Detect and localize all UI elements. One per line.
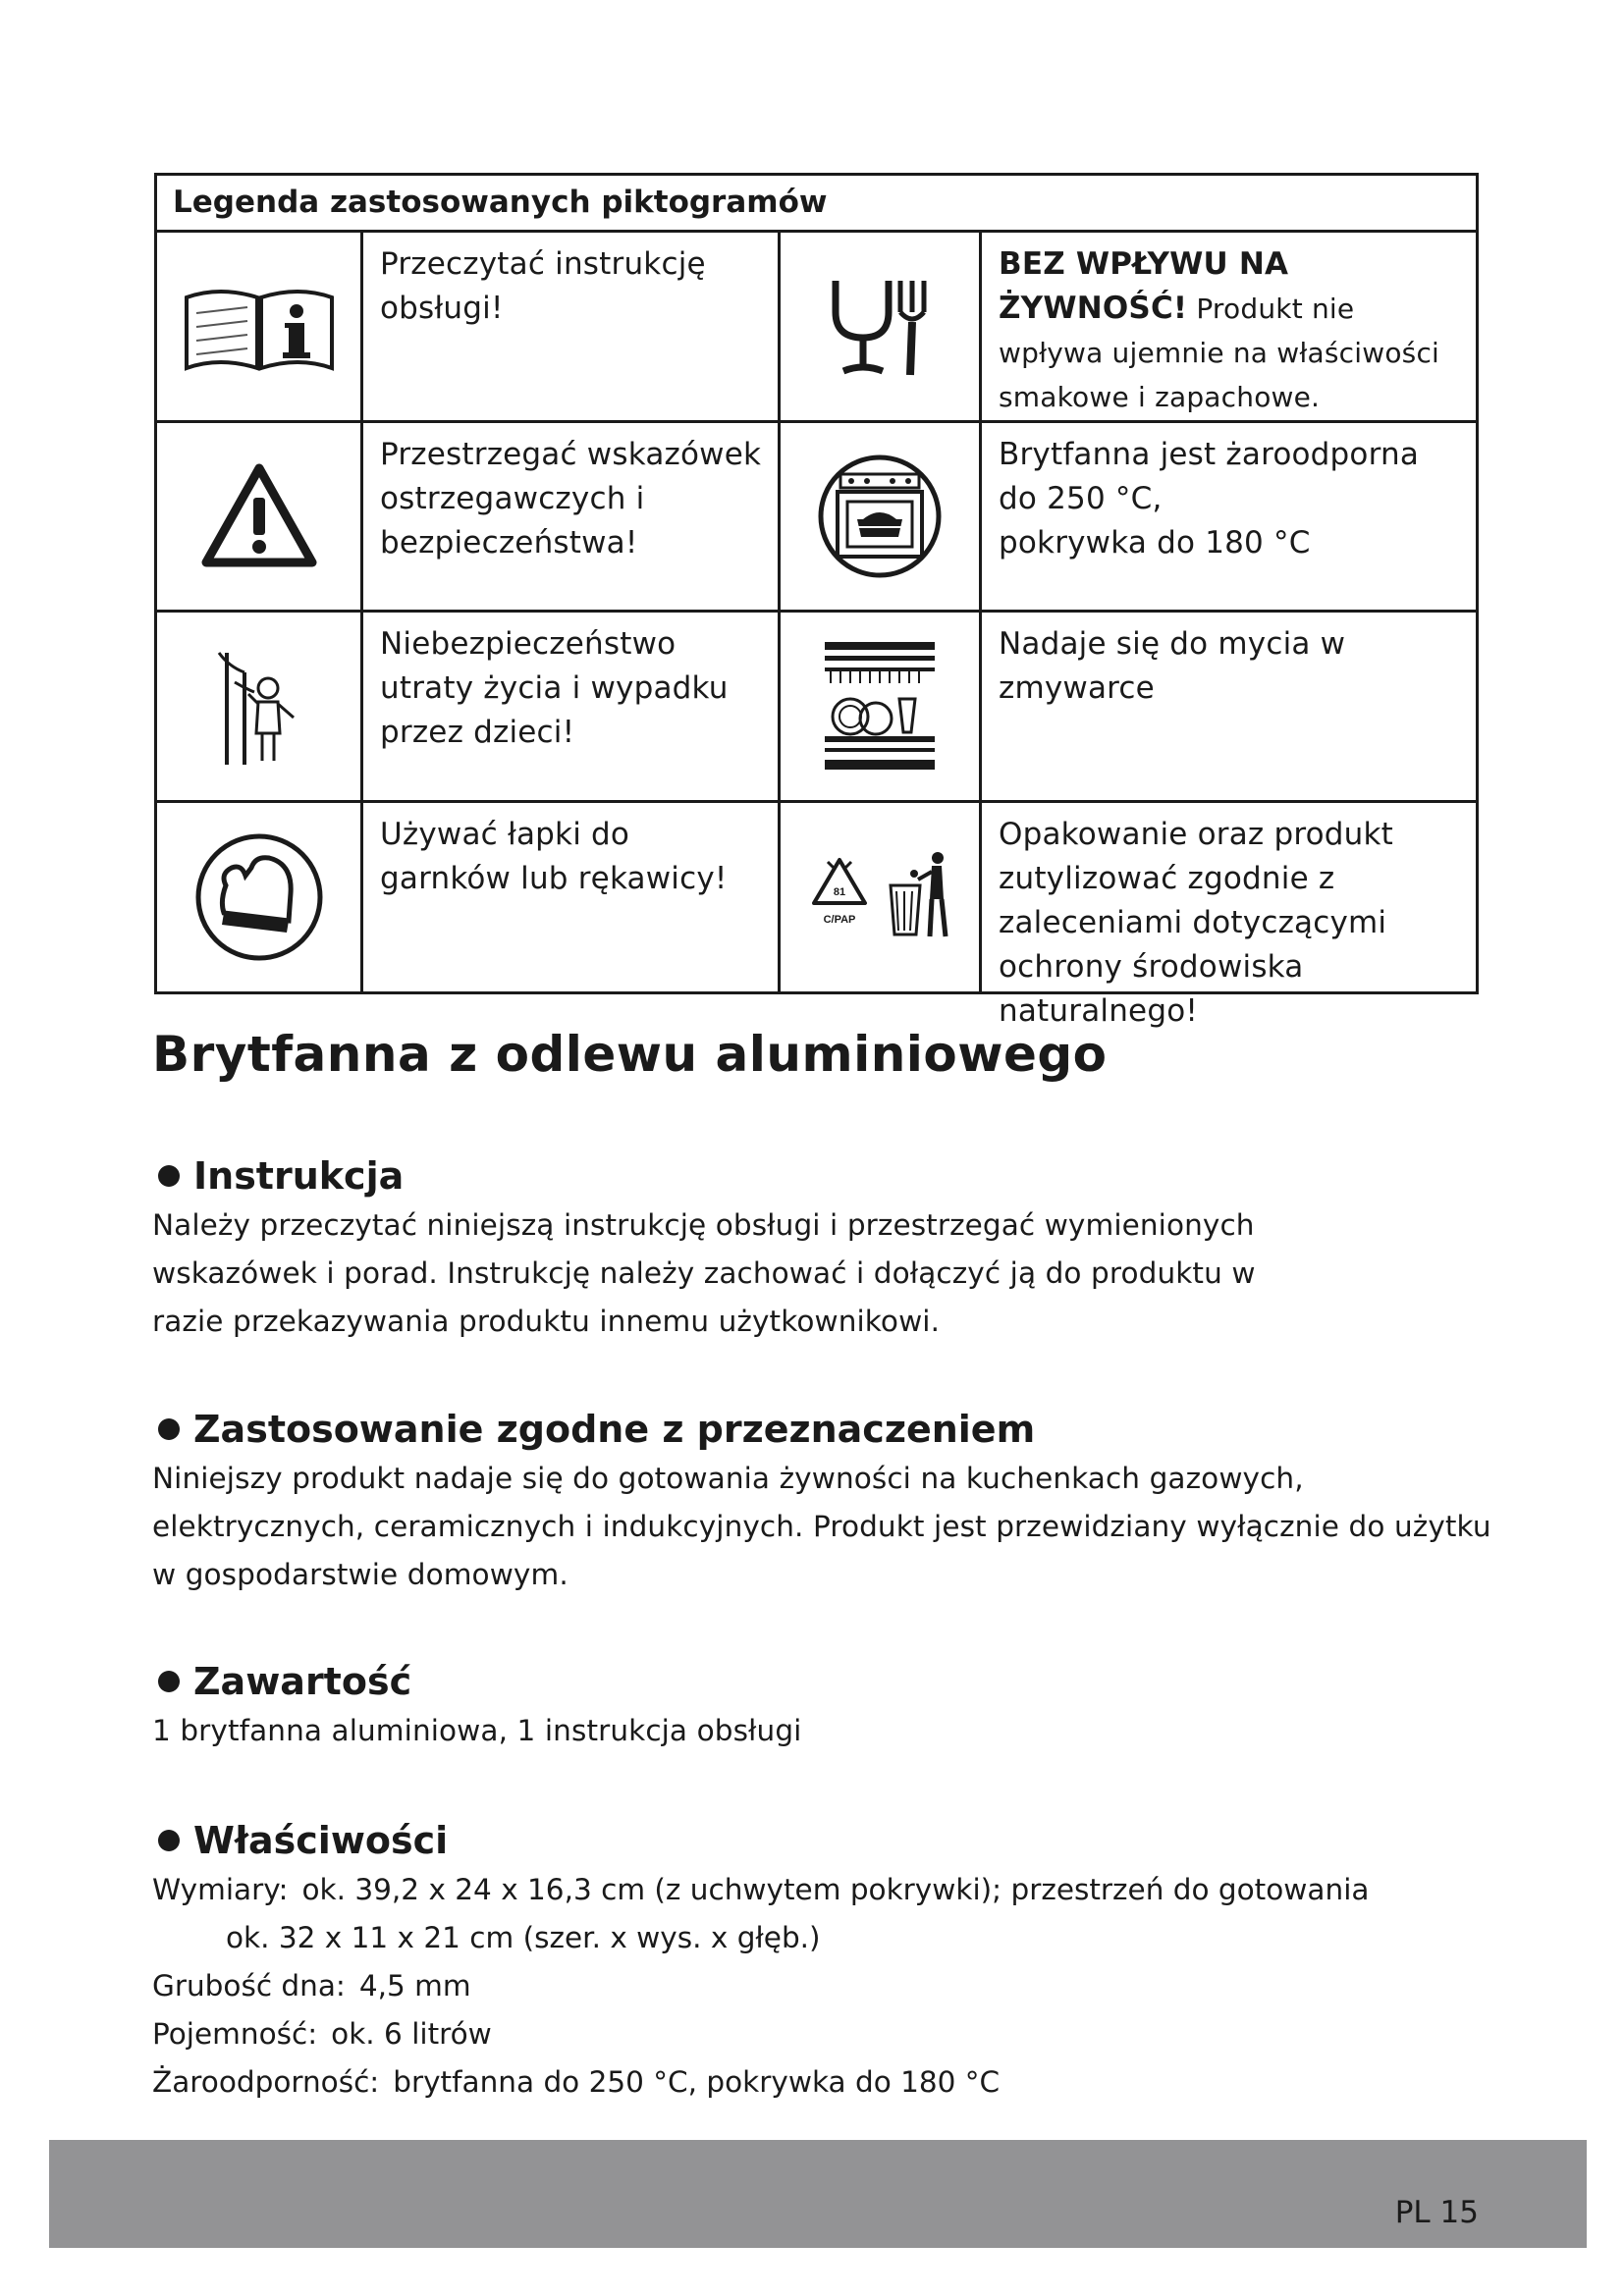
spec-value: ok. 39,2 x 24 x 16,3 cm (z uchwytem pokrywki); przestrzeń do gotowania [301,1873,1370,1906]
legend-warnings-text: Przestrzegać wskazówek ostrzegawczych i bezpieczeństwa! [363,423,781,613]
oven-icon [781,423,982,613]
legend-recycling-text: Opakowanie oraz produkt zutylizować zgodnie z zaleceniami dotyczącymi ochrony środowiska naturalnego! [999,817,1393,1029]
spec-value: ok. 32 x 11 x 21 cm (szer. x wys. x głęb.) [226,1921,821,1954]
zawartosc-body: 1 brytfanna aluminiowa, 1 instrukcja obsługi [152,1714,802,1747]
spec-zaroodpornosc [152,2058,1488,2107]
spec-value: ok. 6 litrów [331,2017,492,2051]
legend-heat-resistance-text [982,423,1476,613]
legend-food-safe-text [982,233,1476,423]
legend-read-instructions-text: Przeczytać instrukcję obsługi! [363,233,781,423]
spec-wymiary [152,1866,1488,1914]
section-heading [152,1656,1488,1707]
page-title: Brytfanna z odlewu aluminiowego [152,1026,1108,1083]
spec-pojemnosc [152,2010,1488,2058]
zawartosc-heading: Zawartość [193,1660,412,1703]
legend-food-safe-bold: BEZ WPŁYWU NA ŻYWNOŚĆ! [999,246,1289,326]
spec-value: brytfanna do 250 °C, pokrywka do 180 °C [393,2065,1001,2099]
bullet-icon [158,1830,180,1851]
legend-grid [157,233,1476,1029]
zastosowanie-heading: Zastosowanie zgodne z przeznaczeniem [193,1408,1036,1451]
section-wlasciwosci [152,1815,1488,2107]
bullet-icon [158,1165,180,1187]
book-info-icon [157,233,363,423]
footer-band [49,2140,1587,2248]
heat-line-1: Brytfanna jest żaroodporna [999,437,1420,472]
dishwasher-icon [781,613,982,803]
legend-title: Legenda zastosowanych piktogramów [157,176,1476,233]
bullet-icon [158,1418,180,1440]
zastosowanie-body: Niniejszy produkt nadaje się do gotowania żywności na kuchenkach gazowych, elektrycznych, ceramicznych i indukcyjnych. Produkt jest przewidziany wyłącznie do użytku w gospodarstwie domowym. [152,1462,1491,1591]
recycling-code: C/PAP [823,914,856,926]
instrukcja-heading: Instrukcja [193,1154,405,1198]
page-number: PL 15 [1394,2195,1479,2230]
instrukcja-body: Należy przeczytać niniejszą instrukcję obsługi i przestrzegać wymienionych wskazówek i porad. Instrukcję należy zachować i dołączyć ją do produktu w razie przekazywania produktu innemu użytkownikowi. [152,1208,1256,1338]
bullet-icon [158,1671,180,1692]
section-heading [152,1404,1488,1455]
spec-label: Wymiary: [152,1873,289,1906]
warning-triangle-icon [157,423,363,613]
child-danger-icon [157,613,363,803]
section-heading [152,1815,1488,1866]
heat-line-2: do 250 °C, [999,481,1163,516]
legend-child-danger-text: Niebezpieczeństwo utraty życia i wypadku przez dzieci! [363,613,781,803]
spec-wymiary-cont [152,1914,1488,1962]
pictogram-legend-table [154,173,1479,1029]
spec-label: Grubość dna: [152,1969,346,2002]
spec-label: Żaroodporność: [152,2065,380,2099]
section-zawartosc [152,1656,1488,1755]
wlasciwosci-heading: Właściwości [193,1819,449,1862]
section-heading [152,1150,1488,1201]
recycling-icon [781,803,982,991]
section-zastosowanie [152,1404,1491,1599]
heat-line-3: pokrywka do 180 °C [999,525,1311,561]
section-instrukcja [152,1150,1488,1346]
spec-label: Pojemność: [152,2017,318,2051]
legend-oven-mitt-text: Używać łapki do garnków lub rękawicy! [363,803,781,991]
glass-fork-icon [781,233,982,423]
legend-dishwasher-text: Nadaje się do mycia w zmywarce [982,613,1476,803]
spec-grubosc [152,1962,1488,2010]
recycling-number: 81 [833,886,846,898]
legend-food-safe-desc: Produkt nie wpływa ujemnie na właściwości smakowe i zapachowe. [999,293,1440,413]
oven-mitt-icon [157,803,363,991]
spec-value: 4,5 mm [358,1969,471,2002]
